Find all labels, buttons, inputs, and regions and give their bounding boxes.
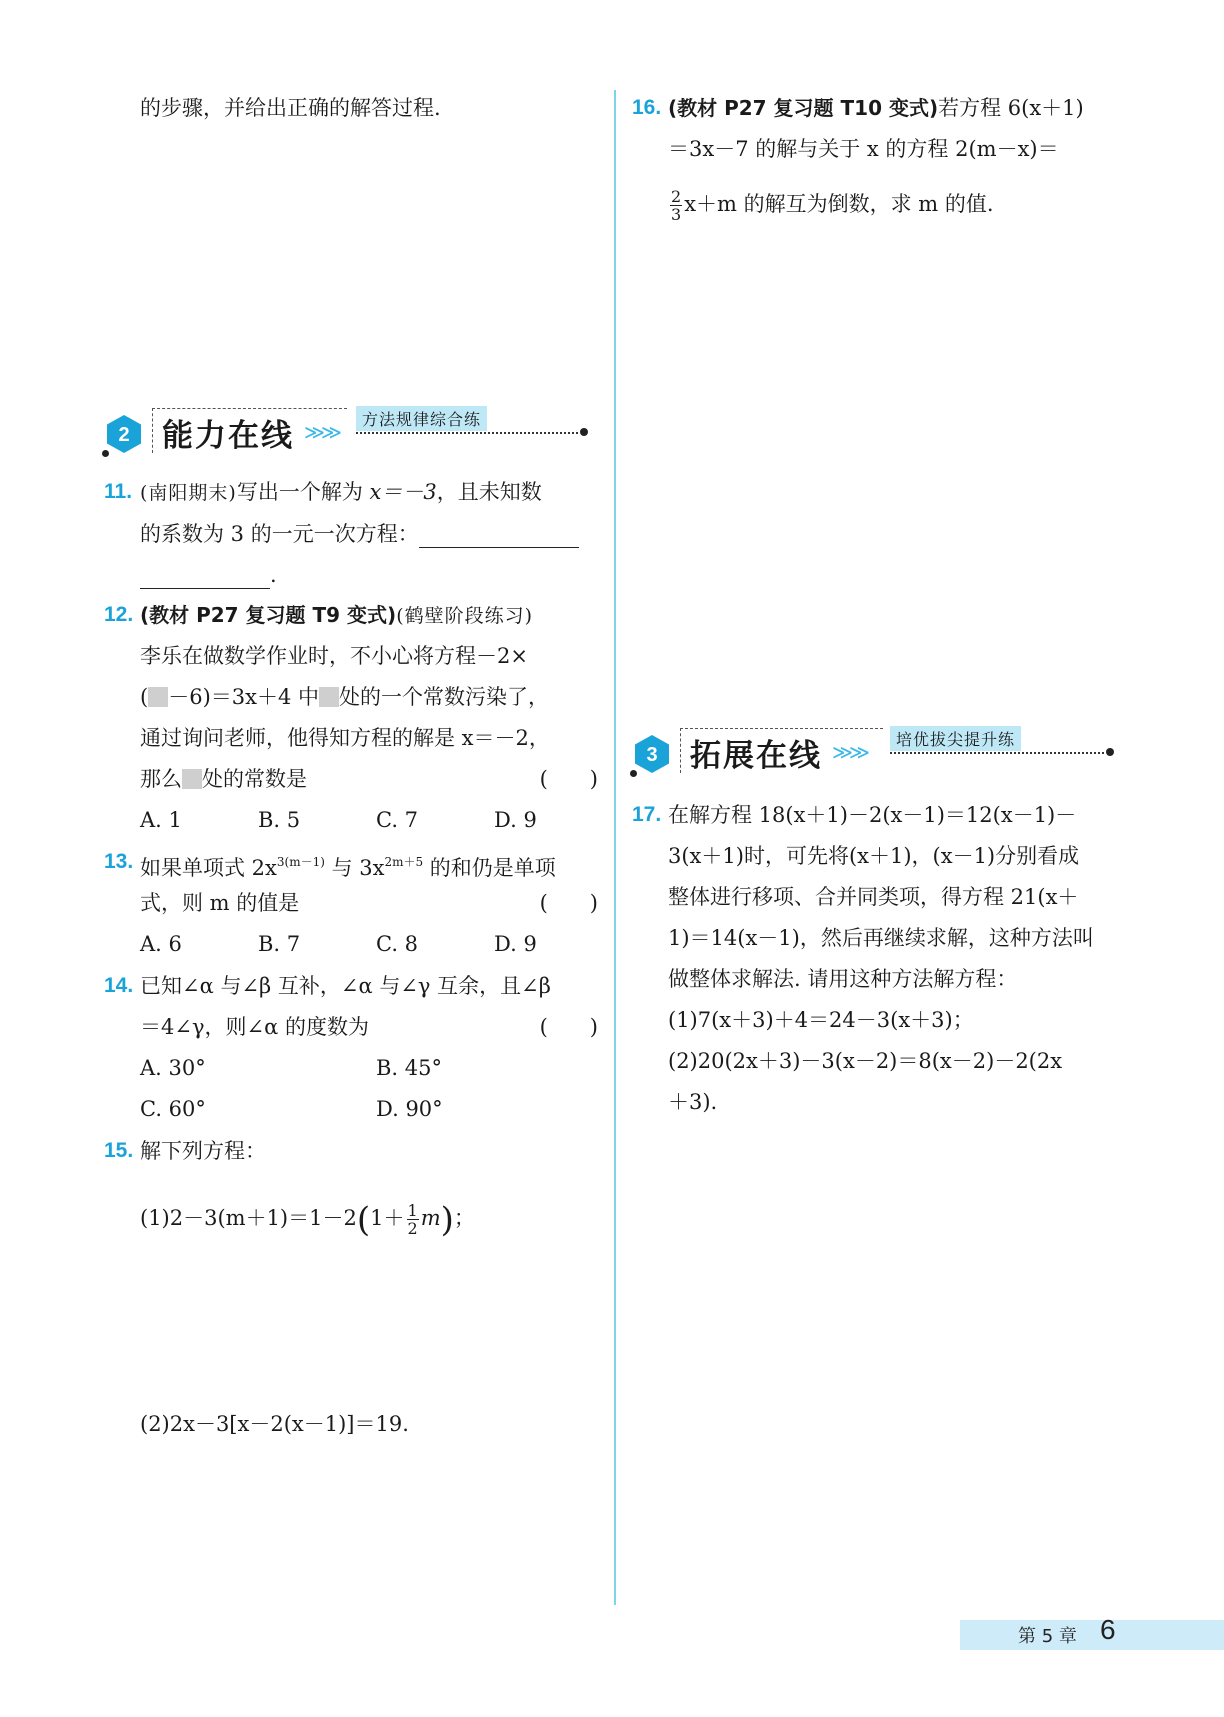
option-d[interactable]: D. 90° [376, 1097, 443, 1121]
dot-start-icon [102, 450, 109, 457]
question-number: 16. [632, 96, 662, 119]
answer-blank[interactable] [140, 560, 270, 589]
fraction: $\frac{2}{3}$ [671, 187, 682, 224]
question-12: 12. (教材 P27 复习题 T9 变式)(鹤壁阶段练习) [104, 603, 534, 627]
section-title: 拓展在线 [690, 738, 822, 774]
option-c[interactable]: C. 7 [376, 808, 419, 832]
question-17-part2: (2)20(2x＋3)－3(x－2)＝8(x－2)－2(2x [668, 1049, 1063, 1073]
chapter-label: 第 5 章 [1018, 1626, 1077, 1647]
question-14-line2: ＝4∠γ，则∠α 的度数为 ( ) [140, 1015, 598, 1039]
footer-band [960, 1620, 1224, 1650]
dotted-rule [356, 432, 578, 434]
question-source: (教材 P27 复习题 T10 变式) [668, 96, 939, 120]
ink-smudge [148, 687, 168, 707]
answer-blank[interactable] [419, 519, 579, 548]
dot-start-icon [630, 770, 637, 777]
question-number: 12. [104, 603, 134, 626]
dot-end-icon [580, 428, 588, 436]
hexagon-badge-icon [632, 734, 672, 774]
option-b[interactable]: B. 7 [258, 932, 301, 956]
question-17: 17. 在解方程 18(x＋1)－2(x－1)＝12(x－1)－ [632, 803, 1077, 827]
ink-smudge [182, 769, 202, 789]
question-11-line3: . [140, 560, 277, 589]
question-source: (教材 P27 复习题 T9 变式) [140, 603, 397, 627]
question-11-line2: 的系数为 3 的一元一次方程： [140, 519, 579, 548]
question-number: 15. [104, 1139, 134, 1162]
chevron-right-icon: ≫≫ [304, 420, 338, 444]
question-13-line2: 式，则 m 的值是 ( ) [140, 891, 598, 915]
section-header-ability [104, 406, 604, 460]
question-number: 14. [104, 974, 134, 997]
question-15: 15. 解下列方程： [104, 1139, 266, 1163]
question-15-part2: (2)2x－3[x－2(x－1)]＝19. [140, 1412, 409, 1436]
question-17-part2-cont: ＋3). [668, 1090, 718, 1114]
option-d[interactable]: D. 9 [494, 808, 537, 832]
question-11: 11. (南阳期末)写出一个解为 x＝－3，且未知数 [104, 480, 542, 504]
ink-smudge [319, 687, 339, 707]
question-17-part1: (1)7(x＋3)＋4＝24－3(x＋3)； [668, 1008, 974, 1032]
fraction: $\frac{1}{2}$ [407, 1201, 418, 1238]
option-c[interactable]: C. 8 [376, 932, 419, 956]
answer-parentheses[interactable]: ( ) [539, 891, 598, 915]
section-title: 能力在线 [162, 418, 294, 454]
question-13: 13. 如果单项式 $2x^{3(m-1)}$ 与 $3x^{2m+5}$ 的和仍是单项 [104, 850, 556, 880]
question-16-line3: $\frac{2}{3}$ x＋m 的解互为倒数，求 m 的值. [671, 187, 994, 224]
answer-parentheses[interactable]: ( ) [539, 1015, 598, 1039]
option-b[interactable]: B. 5 [258, 808, 301, 832]
q10-tail: 的步骤，并给出正确的解答过程. [140, 96, 441, 120]
question-16: 16. (教材 P27 复习题 T10 变式)若方程 6(x＋1) [632, 96, 1084, 120]
dotted-rule [890, 752, 1104, 754]
hexagon-badge-icon [104, 414, 144, 454]
svg-text:2: 2 [118, 424, 130, 446]
question-12-line3: ( －6)＝3x＋4 中 处的一个常数污染了， [140, 685, 549, 709]
question-number: 11. [104, 480, 133, 503]
question-source: (南阳期末) [140, 482, 237, 504]
column-divider [614, 90, 616, 1605]
question-14: 14. 已知∠α 与∠β 互补，∠α 与∠γ 互余，且∠β [104, 974, 551, 998]
section-tag: 培优拔尖提升练 [890, 726, 1021, 751]
question-number: 17. [632, 803, 662, 826]
section-tag: 方法规律综合练 [356, 406, 487, 431]
option-c[interactable]: C. 60° [140, 1097, 206, 1121]
question-12-line5: 那么 处的常数是 ( ) [140, 767, 598, 791]
question-number: 13. [104, 850, 134, 873]
option-b[interactable]: B. 45° [376, 1056, 443, 1080]
section-header-extension [632, 726, 1132, 780]
option-a[interactable]: A. 30° [140, 1056, 206, 1080]
dot-end-icon [1106, 748, 1114, 756]
option-a[interactable]: A. 1 [140, 808, 182, 832]
option-d[interactable]: D. 9 [494, 932, 537, 956]
option-a[interactable]: A. 6 [140, 932, 182, 956]
page-number: 6 [1100, 1614, 1116, 1645]
answer-parentheses[interactable]: ( ) [539, 767, 598, 791]
chevron-right-icon: ≫≫ [832, 740, 866, 764]
svg-text:3: 3 [646, 744, 658, 766]
question-15-part1: (1)2－3(m＋1)＝1－2(1＋ $\frac{1}{2}$ m)； [140, 1200, 475, 1240]
